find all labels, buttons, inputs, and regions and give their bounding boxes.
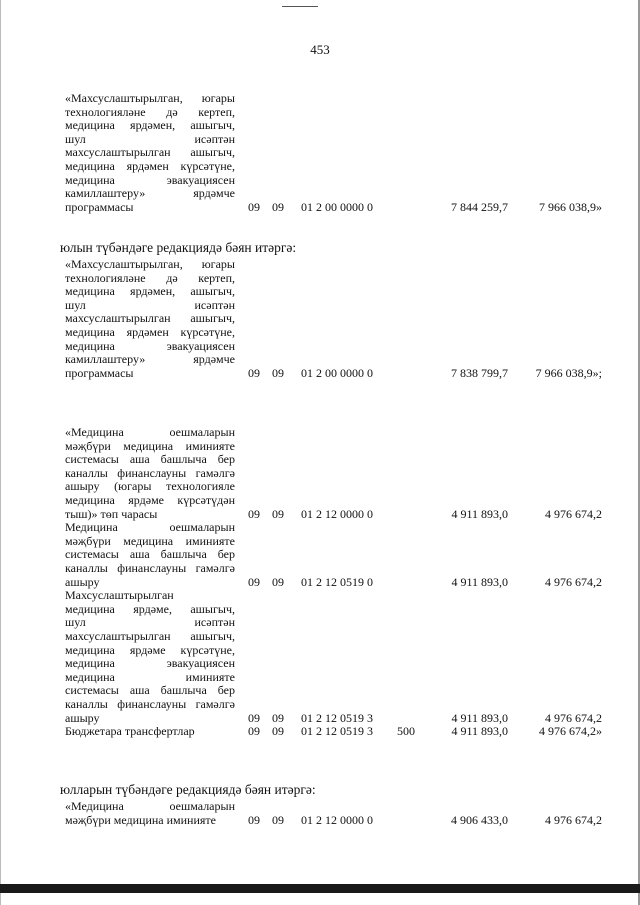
- target-article-code: 01 2 00 0000 0: [301, 199, 373, 214]
- description-line: медицина ярдәмен, ашыгыч,: [65, 118, 235, 133]
- scan-artifact-line: [282, 6, 318, 7]
- description-line: Бюджетара трансфертлар: [65, 724, 195, 739]
- subsection-code: 09: [272, 812, 284, 827]
- description-line: Махсуслаштырылган: [65, 588, 174, 603]
- description-line: шул исәптән: [65, 131, 235, 146]
- subsection-code: 09: [272, 506, 284, 521]
- subsection-code: 09: [272, 724, 284, 739]
- description-line: медицина ярдәмен күрсәтүне,: [65, 324, 235, 339]
- target-article-code: 01 2 12 0000 0: [301, 506, 373, 521]
- section-code: 09: [248, 365, 260, 380]
- description-line: медицина ярдәмен, ашыгыч,: [65, 284, 235, 299]
- description-line: шул исәптән: [65, 297, 235, 312]
- target-article-code: 01 2 00 0000 0: [301, 365, 373, 380]
- row-description: [65, 426, 235, 521]
- description-line: системасы аша башлыча бер: [65, 683, 235, 698]
- description-line: махсуслаштырылган ашыгыч,: [65, 311, 235, 326]
- amount-year-2: 4 976 674,2: [545, 574, 602, 589]
- amount-year-2: 4 976 674,2: [545, 506, 602, 521]
- amount-year-2: 7 966 038,9»;: [535, 365, 602, 380]
- description-line: «Махсуслаштырылган, югары: [65, 91, 235, 105]
- description-line: ашыру (югары технологияле: [65, 479, 235, 494]
- description-line: «Медицина оешмаларын: [65, 799, 235, 813]
- row-description: [65, 92, 235, 214]
- scan-left-edge: [0, 0, 1, 905]
- heading-redaction-2: юлларын түбәндәге редакциядә бәян итәргә:: [60, 782, 316, 797]
- description-line: мәҗбүри медицина иминияте: [65, 812, 216, 827]
- target-article-code: 01 2 12 0519 0: [301, 574, 373, 589]
- section-code: 09: [248, 724, 260, 739]
- subsection-code: 09: [272, 199, 284, 214]
- description-line: программасы: [65, 199, 134, 214]
- description-line: тыш)» төп чарасы: [65, 506, 158, 521]
- description-line: каналлы финанслауны гамәлгә: [65, 696, 235, 711]
- description-line: камиллаштеру» ярдәмче: [65, 352, 235, 367]
- amount-year-2: 4 976 674,2: [545, 812, 602, 827]
- amount-year-1: 4 911 893,0: [451, 710, 508, 725]
- description-line: махсуслаштырылган ашыгыч,: [65, 628, 235, 643]
- amount-year-1: 4 911 893,0: [451, 506, 508, 521]
- section-code: 09: [248, 812, 260, 827]
- row-description: [65, 725, 235, 739]
- subsection-code: 09: [272, 710, 284, 725]
- section-code: 09: [248, 199, 260, 214]
- description-line: «Махсуслаштырылган, югары: [65, 257, 235, 271]
- page-number: 453: [310, 42, 330, 57]
- description-line: медицина эвакуациясен: [65, 338, 235, 353]
- target-article-code: 01 2 12 0519 3: [301, 724, 373, 739]
- description-line: ашыру: [65, 710, 100, 725]
- amount-year-2: 7 966 038,9»: [539, 199, 602, 214]
- amount-year-1: 4 911 893,0: [451, 574, 508, 589]
- amount-year-1: 4 906 433,0: [451, 812, 508, 827]
- row-description: [65, 521, 235, 589]
- subsection-code: 09: [272, 574, 284, 589]
- description-line: системасы аша башлыча бер: [65, 452, 235, 467]
- amount-year-1: 7 838 799,7: [451, 365, 508, 380]
- subsection-code: 09: [272, 365, 284, 380]
- amount-year-1: 4 911 893,0: [451, 724, 508, 739]
- description-line: ашыру: [65, 574, 100, 589]
- amount-year-2: 4 976 674,2»: [539, 724, 602, 739]
- section-code: 09: [248, 574, 260, 589]
- amount-year-1: 7 844 259,7: [451, 199, 508, 214]
- expense-type-code: 500: [397, 724, 415, 739]
- description-line: мәҗбүри медицина иминияте: [65, 438, 235, 453]
- amount-year-2: 4 976 674,2: [545, 710, 602, 725]
- description-line: махсуслаштырылган ашыгыч,: [65, 145, 235, 160]
- section-code: 09: [248, 710, 260, 725]
- target-article-code: 01 2 12 0519 3: [301, 710, 373, 725]
- row-description: [65, 258, 235, 380]
- description-line: медицина ярдәме, ашыгыч,: [65, 601, 235, 616]
- description-line: медицина ярдәмен күрсәтүне,: [65, 158, 235, 173]
- description-line: медицина ярдәме күрсәтүдән: [65, 492, 235, 507]
- description-line: медицина эвакуациясен: [65, 172, 235, 187]
- target-article-code: 01 2 12 0000 0: [301, 812, 373, 827]
- heading-redaction-1: юлын түбәндәге редакциядә бәян итәргә:: [60, 240, 297, 255]
- description-line: шул исәптән: [65, 615, 235, 630]
- scan-bottom-bar: [0, 884, 640, 893]
- description-line: технологияләне дә кертеп,: [65, 104, 235, 119]
- description-line: Медицина оешмаларын: [65, 520, 235, 535]
- description-line: каналлы финанслауны гамәлгә: [65, 560, 235, 575]
- description-line: медицина иминияте: [65, 669, 235, 684]
- description-line: программасы: [65, 365, 134, 380]
- description-line: мәҗбүри медицина иминияте: [65, 533, 235, 548]
- row-description: [65, 589, 235, 725]
- row-description: [65, 800, 235, 827]
- description-line: медицина ярдәме күрсәтүне,: [65, 642, 235, 657]
- description-line: каналлы финанслауны гамәлгә: [65, 465, 235, 480]
- description-line: «Медицина оешмаларын: [65, 425, 235, 439]
- description-line: медицина эвакуациясен: [65, 656, 235, 671]
- description-line: камиллаштеру» ярдәмче: [65, 186, 235, 201]
- description-line: системасы аша башлыча бер: [65, 547, 235, 562]
- section-code: 09: [248, 506, 260, 521]
- description-line: технологияләне дә кертеп,: [65, 270, 235, 285]
